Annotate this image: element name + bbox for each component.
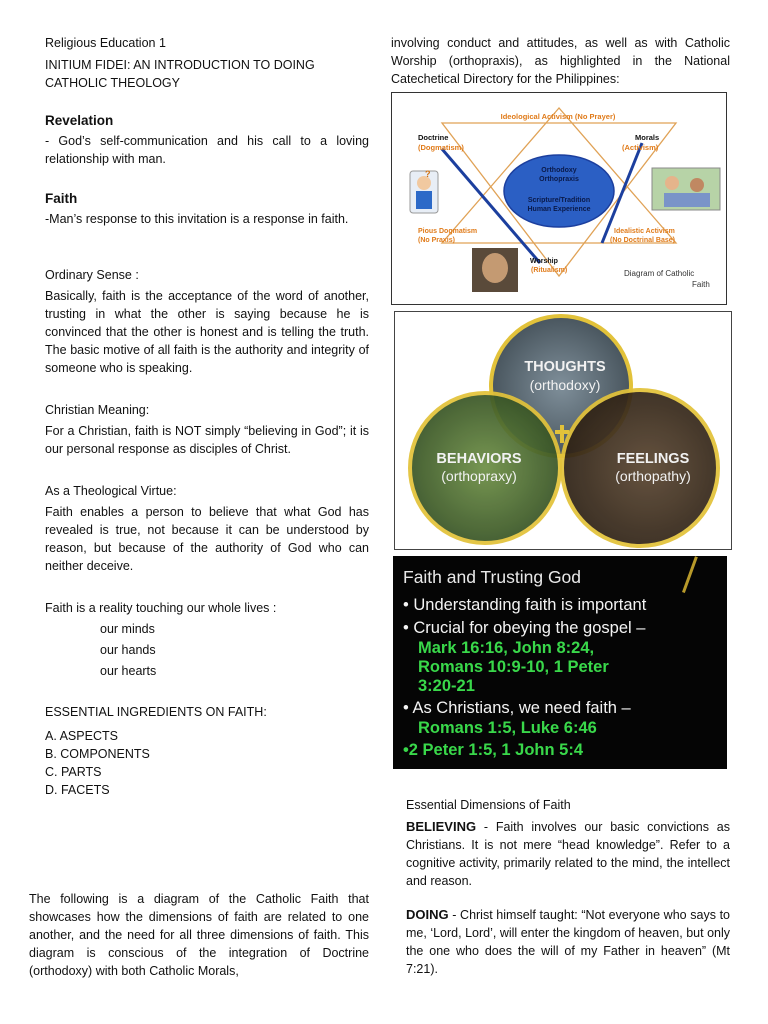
venn-diagram xyxy=(394,311,732,550)
believing-label: BELIEVING xyxy=(406,819,477,834)
continuation-text: involving conduct and attitudes, as well as with Catholic Worship (orthopraxis), as highlighted in the National Catechetical Directory for the Philippines: xyxy=(391,36,730,86)
reality-text: Faith is a reality touching our whole lives : xyxy=(45,601,277,615)
christian-heading: Christian Meaning: xyxy=(45,403,150,417)
virtue-heading: As a Theological Virtue: xyxy=(45,484,177,498)
page-title: INITIUM FIDEI: AN INTRODUCTION TO DOING CATHOLIC THEOLOGY xyxy=(45,58,315,90)
diagram-ideal-sub: (No Doctrinal Base) xyxy=(610,237,675,244)
diagram-center-text: Human Experience xyxy=(527,206,591,213)
catholic-faith-diagram xyxy=(391,92,727,305)
venn-orthopraxy-label: (orthopraxy) xyxy=(441,468,517,484)
diagram-ideal-label: Idealistic Activism xyxy=(614,228,675,235)
slide-reference: 3:20-21 xyxy=(418,677,475,695)
believing-paragraph xyxy=(406,818,730,890)
diagram-center-text: Orthopraxis xyxy=(539,176,579,183)
venn-orthopathy-label: (orthopathy) xyxy=(615,468,691,484)
diagram-doctrine-label: Doctrine xyxy=(418,133,449,142)
diagram-center-text: Scripture/Tradition xyxy=(527,197,591,204)
dimensions-heading: Essential Dimensions of Faith xyxy=(406,798,571,812)
diagram-caption: Diagram of Catholic xyxy=(624,269,695,278)
diagram-activism-label: (Activism) xyxy=(622,143,659,152)
reality-item: our minds xyxy=(100,622,155,636)
slide-title: Faith and Trusting God xyxy=(403,567,582,587)
diagram-graphic xyxy=(392,93,726,304)
dimensions-section xyxy=(406,796,730,978)
course-name: Religious Education 1 xyxy=(45,36,166,50)
faith-text: -Man’s response to this invitation is a response in faith. xyxy=(45,212,349,226)
venn-orthodoxy-label: (orthodoxy) xyxy=(529,377,601,393)
revelation-heading: Revelation xyxy=(45,113,114,128)
praying-hands-icon xyxy=(472,248,518,292)
venn-behaviors-label: BEHAVIORS xyxy=(436,451,522,467)
diagram-caption: Faith xyxy=(692,280,710,289)
reality-item: our hands xyxy=(100,643,156,657)
svg-text:?: ? xyxy=(425,169,431,179)
diagram-center-text: Orthodoxy xyxy=(541,167,577,174)
diagram-worship-label: Worship xyxy=(530,258,558,265)
faith-slide xyxy=(393,556,727,769)
faith-heading: Faith xyxy=(45,191,78,206)
believing-text: - Faith involves our basic convictions as Christians. It is not mere “head knowledge”. Refer to a cognitive activity, primarily related to the mind, the intellect and reason. xyxy=(406,820,730,888)
doing-label: DOING xyxy=(406,907,449,922)
community-picture-icon xyxy=(652,168,720,210)
thinking-person-icon xyxy=(410,169,438,213)
diagram-pious-sub: (No Praxis) xyxy=(418,237,455,244)
diagram-top-label: Ideological Activism (No Prayer) xyxy=(500,112,616,121)
diagram-intro: The following is a diagram of the Catholic Faith that showcases how the dimensions of faith are related to one another, and the need for all three dimensions of faith. This diagram is conscious of the integration of Doctrine (orthodoxy) with both Catholic Morals, xyxy=(29,892,369,978)
list-item: C. PARTS xyxy=(45,765,102,779)
slide-reference: Mark 16:16, John 8:24, xyxy=(418,639,595,657)
diagram-dogmatism-label: (Dogmatism) xyxy=(418,143,464,152)
list-item: D. FACETS xyxy=(45,783,110,797)
venn-thoughts-label: THOUGHTS xyxy=(524,359,606,375)
doing-text: - Christ himself taught: “Not everyone who says to me, ‘Lord, Lord’, will enter the kingdom of heaven, but only the one who does the will of my Father in heaven” (Mt 7:21). xyxy=(406,908,730,976)
doing-paragraph xyxy=(406,906,730,978)
slide-reference: •2 Peter 1:5, 1 John 5:4 xyxy=(403,741,584,759)
diagram-morals-label: Morals xyxy=(635,133,660,142)
venn-graphic xyxy=(395,312,731,549)
revelation-text: - God’s self-communication and his call to a loving relationship with man. xyxy=(45,134,369,166)
candle-icon xyxy=(682,556,711,598)
slide-reference: Romans 10:9-10, 1 Peter xyxy=(418,658,609,676)
venn-feelings-label: FEELINGS xyxy=(616,451,690,467)
diagram-pious-label: Pious Dogmatism xyxy=(418,228,478,235)
christian-text: For a Christian, faith is NOT simply “believing in God”; it is our personal response as disciples of Christ. xyxy=(45,424,369,456)
slide-bullet: • As Christians, we need faith – xyxy=(403,699,631,717)
left-column xyxy=(45,34,369,799)
list-item: B. COMPONENTS xyxy=(45,747,150,761)
diagram-center-ellipse xyxy=(504,155,614,227)
virtue-text: Faith enables a person to believe that what God has revealed is true, not because it can be understood by reason, but because of the authority of God who can neither deceive. xyxy=(45,505,369,573)
diagram-ritualism-label: (Ritualism) xyxy=(531,267,568,274)
ingredients-list xyxy=(45,727,369,799)
slide-bullet: • Crucial for obeying the gospel – xyxy=(403,619,646,637)
reality-item: our hearts xyxy=(100,664,157,678)
ordinary-heading: Ordinary Sense : xyxy=(45,268,139,282)
list-item: A. ASPECTS xyxy=(45,729,118,743)
slide-reference: Romans 1:5, Luke 6:46 xyxy=(418,719,597,737)
slide-bullet: • Understanding faith is important xyxy=(403,596,647,614)
ordinary-text: Basically, faith is the acceptance of the word of another, trusting in what the other is saying because he is convinced that the other is honest and is telling the truth. The basic motive of all faith is the authority and integrity of someone who is speaking. xyxy=(45,289,369,375)
ingredients-heading: ESSENTIAL INGREDIENTS ON FAITH: xyxy=(45,705,267,719)
